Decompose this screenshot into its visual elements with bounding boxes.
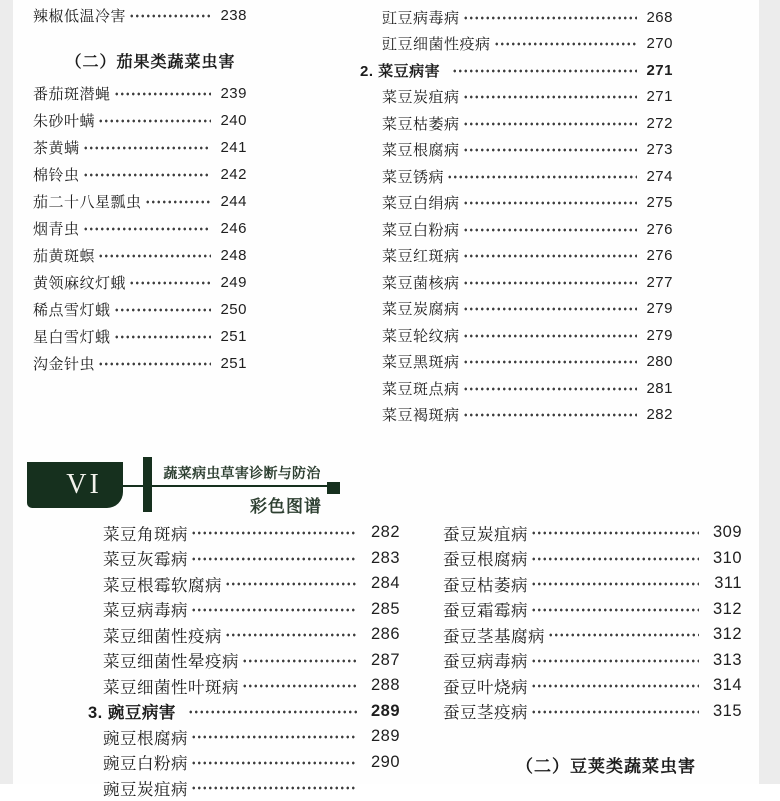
toc-row — [360, 322, 673, 349]
toc-row — [430, 648, 742, 674]
toc-entry-page-number: 242 — [220, 166, 247, 183]
toc-row — [20, 134, 247, 161]
toc-row — [88, 622, 400, 648]
toc-entry-label: 菜豆轮纹病 — [382, 327, 460, 345]
dot-leader — [463, 190, 637, 217]
toc-entry-label: 菜豆红斑病 — [382, 248, 460, 266]
toc-entry-label: 蚕豆枯萎病 — [443, 576, 528, 595]
toc-entry-page-number: 277 — [646, 273, 673, 291]
toc-entry-label: 菜豆病毒病 — [103, 602, 188, 621]
dot-leader — [83, 161, 211, 188]
dot-leader — [463, 216, 637, 243]
dot-leader — [463, 4, 637, 31]
toc-entry-page-number: 251 — [220, 328, 247, 345]
dot-leader — [242, 648, 357, 674]
toc-entry-page-number: 239 — [220, 85, 247, 102]
toc-entry-page-number: 280 — [646, 353, 673, 371]
toc-entry-label: 蚕豆根腐病 — [443, 551, 528, 570]
toc-entry-page-number: 286 — [370, 625, 400, 644]
dot-leader — [463, 375, 637, 402]
dot-leader — [531, 648, 699, 674]
toc-entry-label: 茄黄斑螟 — [33, 248, 96, 265]
toc-entry-label: 烟青虫 — [33, 221, 80, 238]
dot-leader — [191, 775, 357, 801]
toc-row — [20, 242, 247, 269]
toc-entry-label: 豌豆根腐病 — [103, 729, 188, 748]
toc-entry-label: 菜豆菌核病 — [382, 274, 460, 292]
dot-leader — [531, 673, 699, 699]
toc-entry-page-number: 248 — [220, 247, 247, 264]
toc-entry-page-number: 312 — [712, 625, 742, 644]
toc-entry-page-number: 272 — [646, 114, 673, 132]
dot-leader — [531, 571, 699, 597]
toc-entry-page-number: 310 — [712, 548, 742, 567]
toc-entry-page-number: 309 — [712, 523, 742, 542]
toc-entry-page-number: 246 — [220, 220, 247, 237]
toc-row — [430, 622, 742, 648]
dot-leader — [129, 2, 211, 29]
toc-entry-label: 茄二十八星瓢虫 — [33, 194, 142, 211]
dot-leader — [463, 269, 637, 296]
toc-entry-label: 豌豆白粉病 — [103, 755, 188, 774]
toc-entry-label: 菜豆细菌性疫病 — [103, 627, 222, 646]
toc-entry-label: （二）茄果类蔬菜虫害 — [65, 54, 236, 71]
dot-leader — [463, 84, 637, 111]
toc-row — [360, 31, 673, 58]
dot-leader — [494, 31, 637, 58]
toc-entry-label: 蚕豆叶烧病 — [443, 678, 528, 697]
toc-entry-page-number: 276 — [646, 247, 673, 265]
toc-entry-page-number: 284 — [370, 574, 400, 593]
toc-entry-label: 星白雪灯蛾 — [33, 329, 111, 346]
dot-leader — [129, 269, 211, 296]
toc-column-top-left — [20, 2, 247, 377]
toc-entry-label: 3. 豌豆病害 — [88, 704, 176, 723]
toc-entry-label: 2. 菜豆病害 — [360, 62, 441, 80]
toc-entry-page-number: 274 — [646, 167, 673, 185]
toc-row — [88, 648, 400, 674]
toc-entry-page-number: 315 — [712, 701, 742, 720]
toc-entry-label: 蚕豆茎疫病 — [443, 704, 528, 723]
toc-row — [360, 110, 673, 137]
toc-column-bottom-left — [88, 520, 400, 801]
toc-entry-page-number: 290 — [370, 752, 400, 771]
dot-leader — [531, 597, 699, 623]
toc-entry-label: 茶黄螨 — [33, 140, 80, 157]
toc-row — [20, 80, 247, 107]
toc-row — [88, 775, 400, 801]
toc-entry-page-number: 271 — [646, 61, 673, 79]
book-title-block — [150, 463, 334, 517]
toc-row — [360, 4, 673, 31]
toc-entry-page-number: 271 — [646, 88, 673, 106]
toc-entry-page-number: 312 — [712, 599, 742, 618]
toc-entry-page-number: 244 — [220, 193, 247, 210]
toc-row — [430, 520, 742, 546]
toc-row — [430, 571, 742, 597]
toc-row — [430, 699, 742, 725]
dot-leader — [83, 134, 211, 161]
toc-entry-page-number: 279 — [646, 300, 673, 318]
toc-row — [360, 190, 673, 217]
toc-row — [360, 216, 673, 243]
toc-row — [360, 163, 673, 190]
toc-row — [20, 323, 247, 350]
toc-entry-page-number: 287 — [370, 650, 400, 669]
toc-entry-page-number: 313 — [712, 650, 742, 669]
toc-row — [20, 2, 247, 29]
toc-row — [360, 402, 673, 429]
toc-entry-page-number: 289 — [370, 701, 400, 720]
toc-entry-label: 菜豆褐斑病 — [382, 407, 460, 425]
toc-entry-label: 豇豆细菌性疫病 — [382, 36, 491, 54]
page-number-box — [27, 462, 123, 508]
toc-entry-page-number: 241 — [220, 139, 247, 156]
toc-entry-page-number: 270 — [646, 35, 673, 53]
toc-entry-label: 豇豆病毒病 — [382, 9, 460, 27]
toc-entry-page-number: 249 — [220, 274, 247, 291]
toc-entry-label: 菜豆炭疽病 — [382, 89, 460, 107]
toc-entry-page-number: 311 — [714, 574, 742, 593]
toc-entry-label: 棉铃虫 — [33, 167, 80, 184]
toc-entry-label: 辣椒低温冷害 — [33, 8, 127, 25]
dot-leader — [114, 323, 211, 350]
toc-row — [88, 699, 400, 725]
toc-entry-label: 菜豆黑斑病 — [382, 354, 460, 372]
toc-row — [360, 375, 673, 402]
toc-row — [88, 546, 400, 572]
toc-entry-label: 豌豆炭疽病 — [103, 780, 188, 799]
dot-leader — [463, 296, 637, 323]
dot-leader — [98, 242, 211, 269]
toc-row — [20, 350, 247, 377]
dot-leader — [531, 520, 699, 546]
toc-row — [360, 296, 673, 323]
dot-leader — [145, 188, 211, 215]
toc-entry-label: 菜豆斑点病 — [382, 380, 460, 398]
toc-entry-label: 菜豆根腐病 — [382, 142, 460, 160]
dot-leader — [548, 622, 699, 648]
toc-entry-label: 蚕豆茎基腐病 — [443, 627, 545, 646]
dot-leader — [225, 622, 357, 648]
toc-row — [430, 673, 742, 699]
dot-leader — [114, 296, 211, 323]
toc-row — [430, 597, 742, 623]
toc-row — [20, 161, 247, 188]
toc-entry-page-number: 273 — [646, 141, 673, 159]
toc-entry-page-number: 279 — [646, 326, 673, 344]
dot-leader — [191, 546, 357, 572]
dot-leader — [98, 107, 211, 134]
page-number-roman: VI — [66, 469, 102, 500]
toc-entry-label: （二）豆荚类蔬菜虫害 — [516, 757, 696, 777]
toc-row — [430, 546, 742, 572]
toc-row — [360, 349, 673, 376]
toc-entry-page-number: 282 — [646, 406, 673, 424]
dot-leader — [188, 699, 357, 725]
toc-column-bottom-right — [430, 520, 742, 778]
toc-entry-label: 菜豆根霉软腐病 — [103, 576, 222, 595]
dot-leader — [191, 597, 357, 623]
page-header-band — [0, 450, 780, 520]
toc-entry-label: 朱砂叶螨 — [33, 113, 96, 130]
toc-entry-label: 菜豆枯萎病 — [382, 115, 460, 133]
dot-leader — [191, 520, 357, 546]
toc-entry-page-number: 251 — [220, 355, 247, 372]
toc-entry-label: 蚕豆霜霉病 — [443, 602, 528, 621]
toc-entry-page-number: 240 — [220, 112, 247, 129]
toc-entry-page-number: 283 — [370, 548, 400, 567]
toc-entry-label: 沟金针虫 — [33, 356, 96, 373]
toc-entry-page-number: 314 — [712, 676, 742, 695]
toc-entry-page-number: 281 — [646, 379, 673, 397]
toc-row — [88, 520, 400, 546]
book-title: 蔬菜病虫草害诊断与防治 — [163, 467, 321, 482]
toc-entry-label: 菜豆炭腐病 — [382, 301, 460, 319]
toc-row — [450, 752, 762, 778]
toc-row — [20, 107, 247, 134]
toc-row — [88, 724, 400, 750]
dot-leader — [225, 571, 357, 597]
toc-entry-label: 番茄斑潜蝇 — [33, 86, 111, 103]
toc-entry-page-number: 250 — [220, 301, 247, 318]
dot-leader — [98, 350, 211, 377]
dot-leader — [242, 673, 357, 699]
toc-entry-label: 蚕豆病毒病 — [443, 653, 528, 672]
toc-entry-page-number: 276 — [646, 220, 673, 238]
toc-row — [88, 597, 400, 623]
dot-leader — [463, 243, 637, 270]
toc-column-top-right — [360, 4, 673, 428]
toc-row — [360, 269, 673, 296]
toc-row — [20, 215, 247, 242]
toc-row — [37, 47, 264, 74]
toc-entry-label: 菜豆角斑病 — [103, 525, 188, 544]
book-subtitle: 彩色图谱 — [250, 497, 322, 516]
toc-entry-page-number: 289 — [370, 727, 400, 746]
toc-entry-label: 稀点雪灯蛾 — [33, 302, 111, 319]
dot-leader — [531, 699, 699, 725]
toc-row — [88, 673, 400, 699]
toc-row — [360, 243, 673, 270]
dot-leader — [463, 110, 637, 137]
toc-row — [20, 188, 247, 215]
toc-entry-label: 菜豆细菌性叶斑病 — [103, 678, 239, 697]
toc-entry-page-number: 238 — [220, 7, 247, 24]
toc-row — [20, 269, 247, 296]
toc-row — [88, 571, 400, 597]
dot-leader — [191, 750, 357, 776]
toc-entry-label: 菜豆锈病 — [382, 168, 445, 186]
dot-leader — [463, 402, 637, 429]
dot-leader — [191, 724, 357, 750]
dot-leader — [463, 137, 637, 164]
toc-row — [20, 296, 247, 323]
toc-entry-label: 蚕豆炭疽病 — [443, 525, 528, 544]
page-edge-right — [759, 0, 780, 784]
toc-entry-label: 菜豆细菌性晕疫病 — [103, 653, 239, 672]
page-edge-left — [0, 0, 13, 784]
toc-row — [360, 57, 673, 84]
dot-leader — [463, 349, 637, 376]
toc-entry-label: 菜豆白粉病 — [382, 221, 460, 239]
toc-row — [360, 84, 673, 111]
toc-entry-page-number: 282 — [370, 523, 400, 542]
dot-leader — [452, 57, 637, 84]
dot-leader — [83, 215, 211, 242]
dot-leader — [463, 322, 637, 349]
dot-leader — [114, 80, 211, 107]
toc-row — [88, 750, 400, 776]
dot-leader — [531, 546, 699, 572]
toc-entry-label: 菜豆灰霉病 — [103, 551, 188, 570]
toc-row — [360, 137, 673, 164]
dot-leader — [447, 163, 637, 190]
toc-entry-page-number: 268 — [646, 8, 673, 26]
toc-entry-page-number: 275 — [646, 194, 673, 212]
toc-entry-page-number: 288 — [370, 676, 400, 695]
toc-entry-label: 菜豆白绢病 — [382, 195, 460, 213]
toc-entry-label: 黄领麻纹灯蛾 — [33, 275, 127, 292]
toc-entry-page-number: 285 — [370, 599, 400, 618]
